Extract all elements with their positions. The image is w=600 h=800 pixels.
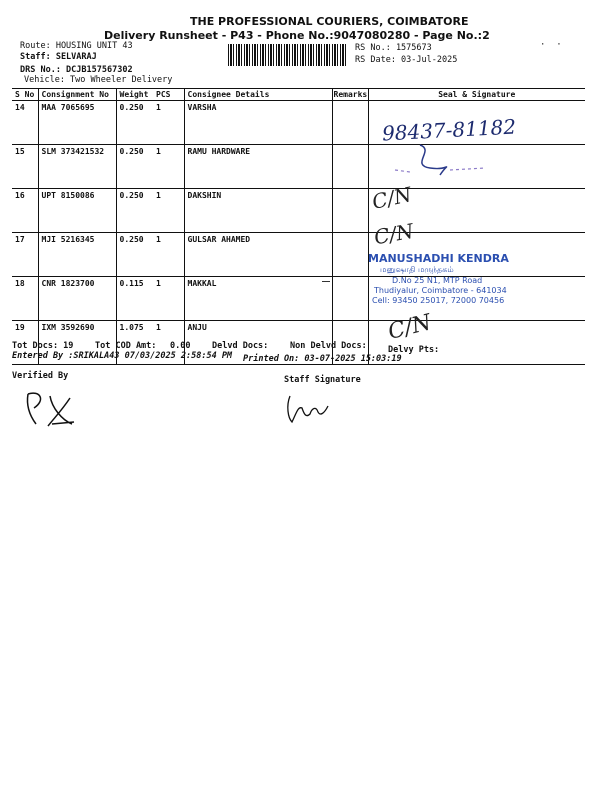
cell-pcs: 1: [153, 101, 184, 145]
col-header-consignment: Consignment No: [38, 89, 116, 101]
staff-signature-icon: [282, 392, 332, 428]
verified-by-label: Verified By: [12, 371, 69, 381]
cell-sno: 15: [12, 145, 38, 189]
entered-by: Entered By :SRIKALA43 07/03/2025 2:58:54 PM: [12, 351, 233, 361]
cell-consignment: MJI 5216345: [38, 233, 116, 277]
cell-consignment: MAA 7065695: [38, 101, 116, 145]
cell-sno: 17: [12, 233, 38, 277]
cell-weight: 0.115: [116, 277, 153, 321]
cell-sno: 14: [12, 101, 38, 145]
page-mark: · ·: [540, 40, 562, 50]
cell-weight: 0.250: [116, 233, 153, 277]
table-header-row: [12, 89, 585, 101]
rs-date: RS Date: 03-Jul-2025: [355, 55, 458, 65]
cell-sno: 18: [12, 277, 38, 321]
cell-consignee: VARSHA: [184, 101, 332, 145]
verifier-signature-icon: [22, 386, 82, 430]
stamp-tamil: மனுஷாதி மருந்தகம்: [380, 265, 454, 274]
cell-remarks: [332, 277, 368, 321]
route-label: Route: HOUSING UNIT 43: [20, 41, 133, 51]
barcode: [228, 44, 346, 66]
total-cod-value: 0.00: [170, 341, 191, 351]
cell-pcs: 1: [153, 277, 184, 321]
col-header-remarks: Remarks: [333, 90, 368, 99]
company-title: THE PROFESSIONAL COURIERS, COIMBATORE: [190, 15, 469, 28]
cell-weight: 0.250: [116, 101, 153, 145]
cell-remarks: [332, 101, 368, 145]
cell-weight: 0.250: [116, 189, 153, 233]
stamp-address-2: Thudiyalur, Coimbatore - 641034: [374, 286, 507, 295]
stamp-address-1: D.No 25 N1, MTP Road: [392, 276, 483, 285]
printed-on: Printed On: 03-07-2025 15:03:19: [243, 354, 402, 364]
cell-consignment: SLM 373421532: [38, 145, 116, 189]
cell-consignee: RAMU HARDWARE: [184, 145, 332, 189]
col-header-sno: S No: [12, 89, 38, 101]
cell-consignment: IXM 3592690: [38, 321, 116, 365]
cell-remarks: [332, 189, 368, 233]
delivery-points: Delvy Pts:: [388, 345, 440, 355]
col-header-seal-signature: Seal & Signature: [368, 89, 585, 101]
cell-consignee: GULSAR AHAMED: [184, 233, 332, 277]
cell-consignee: MAKKAL: [184, 277, 332, 321]
total-cod-label: Tot COD Amt:: [95, 341, 157, 351]
total-docs: Tot Docs: 19: [12, 341, 74, 351]
cell-pcs: 1: [153, 145, 184, 189]
non-delivered-docs: Non Delvd Docs:: [290, 341, 367, 351]
handwritten-phone: 98437-81182: [381, 114, 517, 146]
cell-remarks: [332, 233, 368, 277]
cn-mark-1: C/N: [369, 182, 414, 214]
drs-label: DRS No.: DCJB157567302: [20, 65, 133, 75]
col-header-weight: Weight: [116, 89, 153, 101]
remarks-dash: [322, 281, 330, 282]
table-row: [12, 189, 585, 233]
cell-sno: 19: [12, 321, 38, 365]
col-header-consignee: Consignee Details: [184, 89, 332, 101]
col-header-pcs: PCS: [153, 89, 184, 101]
signature-scribble-icon: [390, 140, 500, 180]
staff-label: Staff: SELVARAJ: [20, 52, 97, 62]
cell-pcs: 1: [153, 321, 184, 365]
cn-mark-2: C/N: [372, 218, 416, 250]
cell-sno: 16: [12, 189, 38, 233]
cell-remarks: [332, 145, 368, 189]
cn-mark-3: C/N: [385, 310, 434, 345]
staff-signature-label: Staff Signature: [284, 375, 361, 385]
stamp-name: MANUSHADHI KENDRA: [368, 252, 509, 265]
rs-number: RS No.: 1575673: [355, 43, 432, 53]
runsheet-subtitle: Delivery Runsheet - P43 - Phone No.:9047080280 - Page No.:2: [104, 29, 490, 42]
delivered-docs: Delvd Docs:: [212, 341, 269, 351]
cell-consignee: DAKSHIN: [184, 189, 332, 233]
cell-weight: 1.075: [116, 321, 153, 365]
cell-consignment: CNR 1823700: [38, 277, 116, 321]
cell-consignment: UPT 8150086: [38, 189, 116, 233]
cell-pcs: 1: [153, 233, 184, 277]
cell-weight: 0.250: [116, 145, 153, 189]
vehicle-label: Vehicle: Two Wheeler Delivery: [24, 75, 173, 85]
cell-pcs: 1: [153, 189, 184, 233]
stamp-phone: Cell: 93450 25017, 72000 70456: [372, 296, 505, 305]
cell-consignee: ANJU: [184, 321, 332, 365]
